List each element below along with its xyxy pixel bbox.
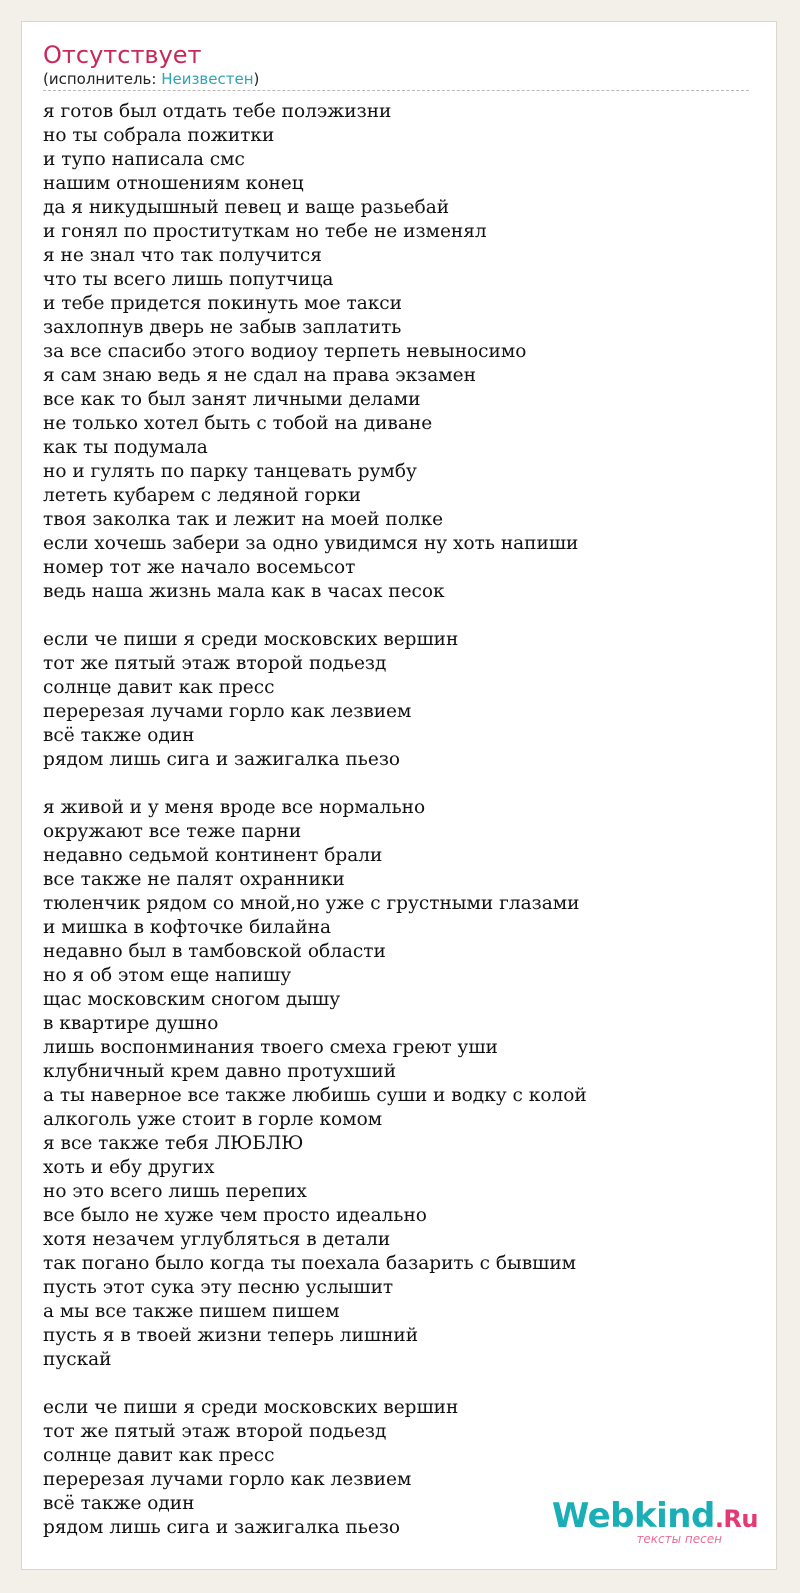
stanza-break [43, 1372, 763, 1396]
lyric-line: не только хотел быть с тобой на диване [43, 413, 433, 434]
lyric-line: хоть и ебу других [43, 1157, 215, 1178]
lyric-line: солнце давит как пресс [43, 1445, 275, 1466]
lyric-line: а мы все также пишем пишем [43, 1301, 340, 1322]
lyric-line: я живой и у меня вроде все нормально [43, 797, 426, 818]
lyric-line: и тупо написала смс [43, 149, 245, 170]
lyric-line: пускай [43, 1349, 112, 1370]
lyric-line: твоя заколка так и лежит на моей полке [43, 509, 444, 530]
lyric-line: всё также один [43, 725, 195, 746]
lyric-line: тюленчик рядом со мной,но уже с грустными глазами [43, 893, 580, 914]
lyric-line: всё также один [43, 1493, 195, 1514]
artist-suffix: ) [253, 70, 260, 88]
lyric-line: недавно был в тамбовской области [43, 941, 386, 962]
lyric-line: перерезая лучами горло как лезвием [43, 1469, 412, 1490]
stanza-break [43, 604, 763, 628]
lyric-line: все было не хуже чем просто идеально [43, 1205, 427, 1226]
logo-tld: .Ru [714, 1505, 758, 1533]
lyric-line: но это всего лишь перепих [43, 1181, 307, 1202]
lyric-line: щас московским сногом дышу [43, 989, 341, 1010]
lyrics-text [43, 100, 763, 1540]
lyrics-card [21, 21, 777, 1570]
lyric-line: как ты подумала [43, 437, 208, 458]
lyric-line: я все также тебя ЛЮБЛЮ [43, 1133, 304, 1154]
lyric-line: все также не палят охранники [43, 869, 345, 890]
lyric-line: и тебе придется покинуть мое такси [43, 293, 402, 314]
lyric-line: но и гулять по парку танцевать румбу [43, 461, 417, 482]
lyric-line: ведь наша жизнь мала как в часах песок [43, 581, 445, 602]
lyric-line: лететь кубарем с ледяной горки [43, 485, 361, 506]
logo-brand: Webkind [551, 1496, 715, 1536]
artist-link[interactable]: Неизвестен [161, 70, 254, 88]
lyric-line: а ты наверное все также любишь суши и водку с колой [43, 1085, 587, 1106]
lyric-line: хотя незачем углубляться в детали [43, 1229, 391, 1250]
logo-tagline: тексты песен [636, 1532, 722, 1546]
lyric-line: алкоголь уже стоит в горле комом [43, 1109, 383, 1130]
lyric-line: окружают все теже парни [43, 821, 302, 842]
song-header [43, 40, 749, 91]
lyric-line: я готов был отдать тебе полэжизни [43, 101, 392, 122]
lyric-line: за все спасибо этого водиоу терпеть невыносимо [43, 341, 527, 362]
lyric-line: клубничный крем давно протухший [43, 1061, 397, 1082]
lyric-line: все как то был занят личными делами [43, 389, 421, 410]
lyric-line: перерезая лучами горло как лезвием [43, 701, 412, 722]
lyric-line: лишь воспонминания твоего смеха греют уши [43, 1037, 498, 1058]
lyric-line: номер тот же начало восемьсот [43, 557, 356, 578]
song-title: Отсутствует [43, 41, 202, 69]
lyric-line: захлопнув дверь не забыв заплатить [43, 317, 402, 338]
artist-line [43, 70, 749, 88]
lyric-line: но я об этом еще напишу [43, 965, 292, 986]
artist-prefix: (исполнитель: [43, 70, 162, 88]
lyric-line: но ты собрала пожитки [43, 125, 275, 146]
lyric-line: солнце давит как пресс [43, 677, 275, 698]
lyric-line: тот же пятый этаж второй подьезд [43, 1421, 387, 1442]
lyric-line: если хочешь забери за одно увидимся ну хоть напиши [43, 533, 579, 554]
site-logo[interactable] [552, 1498, 758, 1545]
lyric-line: и мишка в кофточке билайна [43, 917, 332, 938]
stanza-break [43, 772, 763, 796]
lyric-line: если че пиши я среди московских вершин [43, 629, 459, 650]
lyric-line: что ты всего лишь попутчица [43, 269, 334, 290]
lyric-line: так погано было когда ты поехала базарить с бывшим [43, 1253, 577, 1274]
lyric-line: рядом лишь сига и зажигалка пьезо [43, 749, 401, 770]
lyric-line: и гонял по проституткам но тебе не изменял [43, 221, 487, 242]
lyric-line: пусть этот сука эту песню услышит [43, 1277, 394, 1298]
lyric-line: тот же пятый этаж второй подьезд [43, 653, 387, 674]
lyric-line: пусть я в твоей жизни теперь лишний [43, 1325, 419, 1346]
lyric-line: нашим отношениям конец [43, 173, 304, 194]
lyric-line: я сам знаю ведь я не сдал на права экзамен [43, 365, 476, 386]
lyric-line: в квартире душно [43, 1013, 219, 1034]
lyric-line: если че пиши я среди московских вершин [43, 1397, 459, 1418]
lyric-line: недавно седьмой континент брали [43, 845, 383, 866]
lyric-line: да я никудышный певец и ваще разьебай [43, 197, 450, 218]
lyric-line: я не знал что так получится [43, 245, 322, 266]
lyric-line: рядом лишь сига и зажигалка пьезо [43, 1517, 401, 1538]
